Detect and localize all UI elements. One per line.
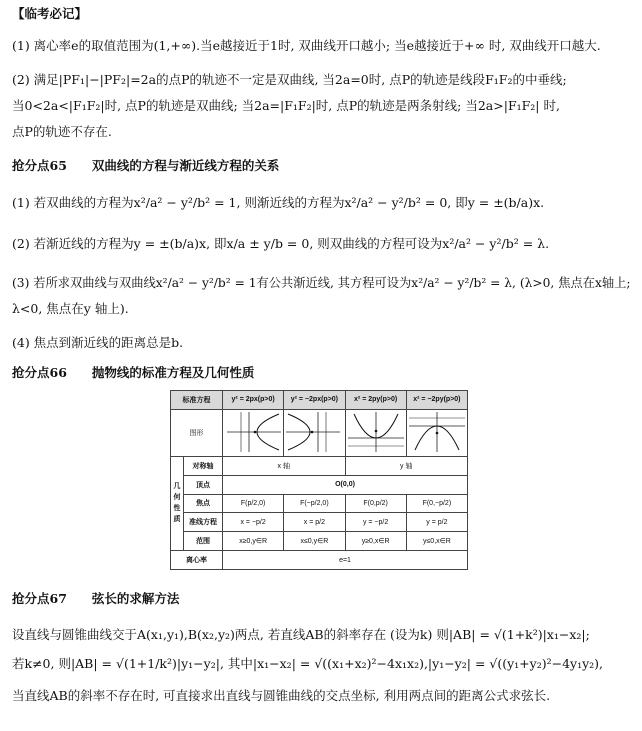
text-line: (3) 若所求双曲线与双曲线x²/a² − y²/b² = 1有公共渐近线, 其方程可设为x²/a² − y²/b² = λ, (λ>0, 焦点在x轴上; <box>12 276 631 290</box>
table-header: y² = 2px(p>0) <box>223 391 284 410</box>
text-line: 当直线AB的斜率不存在时, 可直接求出直线与圆锥曲线的交点坐标, 利用两点间的距离公式求弦长. <box>12 688 551 703</box>
row-label: 焦点 <box>184 494 223 513</box>
parabola-left-figure <box>284 409 345 456</box>
table-cell: x = p/2 <box>284 513 345 532</box>
table-cell: F(p/2,0) <box>223 494 284 513</box>
parabola-down-figure <box>406 409 467 456</box>
side-label: 几何性质 <box>171 456 184 550</box>
table-header: 标准方程 <box>171 391 223 410</box>
table-cell: F(0,p/2) <box>345 494 406 513</box>
parabola-table <box>170 390 468 570</box>
parabola-right-figure <box>223 409 284 456</box>
table-cell: x≥0,y∈R <box>223 532 284 551</box>
table-cell: e=1 <box>223 551 468 570</box>
text-line: 当0<2a<|F₁F₂|时, 点P的轨迹是双曲线; 当2a=|F₁F₂|时, 点P的轨迹是两条射线; 当2a>|F₁F₂| 时, <box>12 98 560 113</box>
section-heading: 抢分点65 双曲线的方程与渐近线方程的关系 <box>12 158 280 173</box>
section-heading: 抢分点66 抛物线的标准方程及几何性质 <box>12 365 255 380</box>
table-cell: y = −p/2 <box>345 513 406 532</box>
table-cell: x≤0,y∈R <box>284 532 345 551</box>
row-label: 顶点 <box>184 475 223 494</box>
text-line: 设直线与圆锥曲线交于A(x₁,y₁),B(x₂,y₂)两点, 若直线AB的斜率存在 (设为k) 则|AB| = √(1+k²)|x₁−x₂|; <box>12 627 590 642</box>
line-header: 【临考必记】 <box>12 6 88 21</box>
table-cell: y = p/2 <box>406 513 467 532</box>
row-label: 对称轴 <box>184 456 223 475</box>
text-line: (2) 满足|PF₁|−|PF₂|=2a的点P的轨迹不一定是双曲线, 当2a=0时, 点P的轨迹是线段F₁F₂的中垂线; <box>12 72 567 87</box>
row-label: 准线方程 <box>184 513 223 532</box>
parabola-up-figure <box>345 409 406 456</box>
text-line: (1) 离心率e的取值范围为(1,+∞).当e越接近于1时, 双曲线开口越小; 当e越接近于+∞ 时, 双曲线开口越大. <box>12 38 601 53</box>
text-line: 点P的轨迹不存在. <box>12 124 112 139</box>
table-cell: F(0,−p/2) <box>406 494 467 513</box>
text-line: (4) 焦点到渐近线的距离总是b. <box>12 335 184 350</box>
table-header: x² = −2py(p>0) <box>406 391 467 410</box>
table-cell: y 轴 <box>345 456 468 475</box>
row-label: 范围 <box>184 532 223 551</box>
table-cell: y≥0,x∈R <box>345 532 406 551</box>
section-heading: 抢分点67 弦长的求解方法 <box>12 591 180 606</box>
table-header: y² = −2px(p>0) <box>284 391 345 410</box>
row-label: 离心率 <box>171 551 223 570</box>
text-line: 若k≠0, 则|AB| = √(1+1/k²)|y₁−y₂|, 其中|x₁−x₂| = √((x₁+x₂)²−4x₁x₂),|y₁−y₂| = √((y₁+y₂)²−4y₁y₂), <box>12 656 604 671</box>
table-cell: y≤0,x∈R <box>406 532 467 551</box>
table-cell: F(−p/2,0) <box>284 494 345 513</box>
text-line: (1) 若双曲线的方程为x²/a² − y²/b² = 1, 则渐近线的方程为x²/a² − y²/b² = 0, 即y = ±(b/a)x. <box>12 195 545 210</box>
table-cell: x 轴 <box>223 456 346 475</box>
table-cell: x = −p/2 <box>223 513 284 532</box>
text-line: λ<0, 焦点在y 轴上). <box>12 301 129 316</box>
table-header: x² = 2py(p>0) <box>345 391 406 410</box>
table-cell: O(0,0) <box>223 475 468 494</box>
figure-label: 图形 <box>171 409 223 456</box>
text-line: (2) 若渐近线的方程为y = ±(b/a)x, 即x/a ± y/b = 0, 则双曲线的方程可设为x²/a² − y²/b² = λ. <box>12 236 550 251</box>
